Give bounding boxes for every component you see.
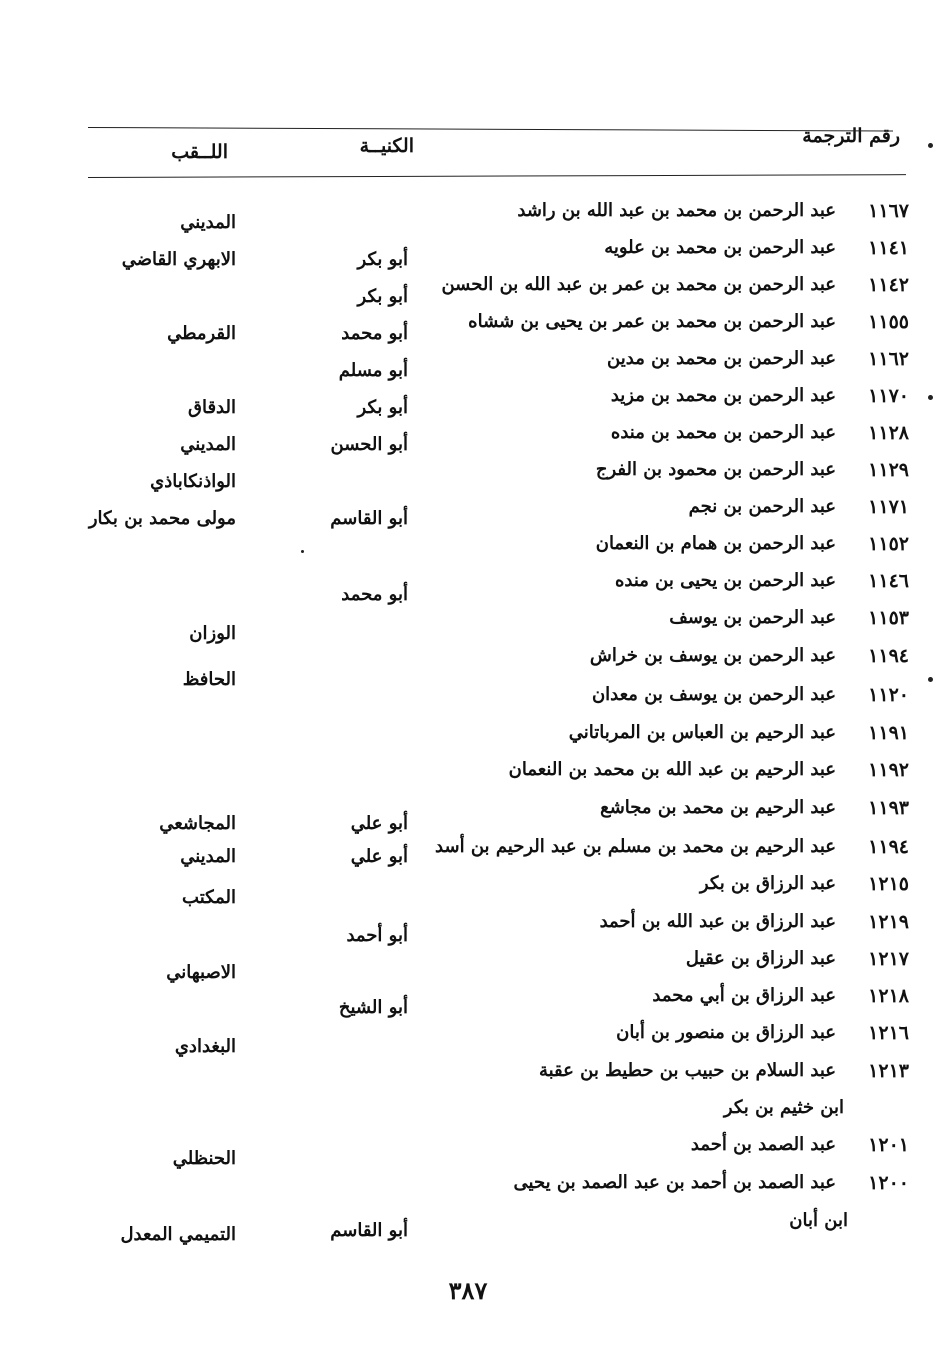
table-row <box>0 422 936 459</box>
entry-laqab: الحنظلي <box>172 1148 236 1169</box>
header-kunya-label: الكنيــة <box>359 135 414 157</box>
entry-laqab: القرمطي <box>167 323 236 344</box>
entry-number: ١١٦٧ <box>868 200 909 222</box>
table-row <box>0 948 936 985</box>
entry-name: عبد الرحمن بن محمد بن مدين <box>607 348 836 369</box>
entry-name: عبد الرزاق بن عبد الله بن أحمد <box>599 911 836 932</box>
entry-kunya: أبو بكر <box>357 286 408 307</box>
table-row <box>0 759 936 796</box>
entry-name: عبد الرحمن بن محمد بن عبد الله بن راشد <box>517 200 836 221</box>
margin-dot <box>928 143 933 148</box>
table-row <box>0 348 936 385</box>
entry-laqab: الحافظ <box>182 669 236 690</box>
entry-number: ١١٢٨ <box>868 422 909 444</box>
entry-name: عبد الرزاق بن عقيل <box>685 948 836 969</box>
table-row <box>0 200 936 237</box>
entry-laqab: الوزان <box>189 623 236 644</box>
entry-laqab: مولى محمد بن بكار <box>88 508 236 529</box>
entry-name: عبد الرحيم بن محمد بن مسلم بن عبد الرحيم بن أسد <box>435 836 836 857</box>
entry-name: عبد الرحمن بن محمد بن مزيد <box>610 385 836 406</box>
table-row <box>0 1210 936 1247</box>
entry-number: ١١٩٢ <box>868 759 909 781</box>
entry-number: ١١٥٥ <box>868 311 909 333</box>
entry-number: ١٢١٩ <box>868 911 909 933</box>
entry-kunya: أبو علي <box>350 813 408 834</box>
entry-laqab: المكتب <box>182 887 236 908</box>
entry-laqab: الواذنكاباذي <box>150 471 236 492</box>
margin-dot <box>301 550 304 553</box>
entry-kunya: أبو محمد <box>341 323 408 344</box>
entry-number: ١١٥٢ <box>868 533 909 555</box>
entry-number: ١١٧١ <box>868 496 909 518</box>
entry-number: ١١٤٢ <box>868 274 909 296</box>
entry-name: عبد الرحمن بن يوسف بن معدان <box>591 684 836 705</box>
entry-laqab: المجاشعي <box>159 813 236 834</box>
entry-name: ابن خثيم بن بكر <box>723 1097 844 1118</box>
entry-kunya: أبو الشيخ <box>338 997 408 1018</box>
header-bottom-rule <box>88 174 906 178</box>
entry-laqab: الاصبهاني <box>166 962 236 983</box>
entry-kunya: أبو محمد <box>341 584 408 605</box>
table-row <box>0 496 936 533</box>
entry-kunya: أبو علي <box>350 846 408 867</box>
entry-laqab: المديني <box>180 434 236 455</box>
entry-kunya: أبو أحمد <box>346 925 408 946</box>
entry-number: ١١٧٠ <box>868 385 909 407</box>
entry-kunya: أبو القاسم <box>330 1220 408 1241</box>
entry-name: عبد الرحمن بن يوسف بن خراش <box>589 645 836 666</box>
margin-dot <box>928 395 933 400</box>
table-row <box>0 1172 936 1209</box>
table-row <box>0 985 936 1022</box>
entry-name: عبد الرزاق بن منصور بن أبان <box>616 1022 836 1043</box>
table-row <box>0 797 936 834</box>
entry-number: ١٢٠٠ <box>868 1172 909 1194</box>
entry-number: ١١٩١ <box>868 722 909 744</box>
margin-dot <box>928 677 933 682</box>
entry-number: ١١٢٩ <box>868 459 909 481</box>
entry-name: عبد الرحيم بن محمد بن مجاشع <box>600 797 836 818</box>
entry-name: عبد الرزاق بن أبي محمد <box>652 985 836 1006</box>
entry-number: ١١٩٤ <box>868 645 909 667</box>
entry-number: ١١٩٤ <box>868 836 909 858</box>
table-row <box>0 684 936 721</box>
entry-number: ١٢٠١ <box>868 1134 909 1156</box>
entry-name: عبد الرحمن بن محمود بن الفرج <box>595 459 836 480</box>
entry-number: ١٢١٧ <box>868 948 909 970</box>
entry-name: عبد السلام بن حبيب بن حطيط بن عقبة <box>538 1060 836 1081</box>
entry-name: عبد الصمد بن أحمد <box>690 1134 836 1155</box>
entry-number: ١١٤٦ <box>868 570 909 592</box>
entry-laqab: المديني <box>180 846 236 867</box>
entry-number: ١٢١٥ <box>868 873 909 895</box>
header-number-label: رقم الترجمة <box>802 125 900 147</box>
entry-name: عبد الرحمن بن محمد بن عمر بن يحيى بن ششاه <box>468 311 836 332</box>
table-row <box>0 607 936 644</box>
entry-name: ابن أبان <box>789 1210 848 1231</box>
table-row <box>0 274 936 311</box>
table-row <box>0 1060 936 1097</box>
page-number: ٣٨٧ <box>448 1276 488 1305</box>
table-row <box>0 722 936 759</box>
header-top-rule <box>88 127 893 132</box>
entry-laqab: المديني <box>180 212 236 233</box>
entry-name: عبد الصمد بن أحمد بن عبد الصمد بن يحيى <box>513 1172 836 1193</box>
table-row <box>0 645 936 690</box>
entry-name: عبد الرحمن بن نجم <box>688 496 836 517</box>
table-row <box>0 836 936 873</box>
table-row <box>0 1022 936 1059</box>
entry-number: ١١٥٣ <box>868 607 909 629</box>
entry-number: ١٢١٨ <box>868 985 909 1007</box>
entry-laqab: التميمي المعدل <box>120 1224 236 1245</box>
entry-name: عبد الرحيم بن عبد الله بن محمد بن النعمان <box>508 759 836 780</box>
entry-laqab: البغدادي <box>174 1036 236 1057</box>
entry-name: عبد الرحمن بن محمد بن منده <box>610 422 836 443</box>
table-row <box>0 311 936 348</box>
table-row <box>0 911 936 948</box>
table-row <box>0 237 936 274</box>
table-row <box>0 1134 936 1171</box>
entry-number: ١٢١٦ <box>868 1022 909 1044</box>
entry-kunya: أبو مسلم <box>338 360 408 381</box>
table-row <box>0 459 936 496</box>
entry-number: ١٢١٣ <box>868 1060 909 1082</box>
entry-name: عبد الرحمن بن محمد بن علويه <box>604 237 836 258</box>
entry-name: عبد الرحمن بن همام بن النعمان <box>595 533 836 554</box>
entry-name: عبد الرحيم بن العباس بن المرباتاني <box>568 722 836 743</box>
entry-kunya: أبو الحسن <box>330 434 408 455</box>
entry-name: عبد الرحمن بن محمد بن عمر بن عبد الله بن الحسن <box>441 274 836 295</box>
entry-name: عبد الرزاق بن بكر <box>699 873 836 894</box>
table-row <box>0 385 936 422</box>
header-laqab-label: اللــقب <box>171 141 228 163</box>
entry-name: عبد الرحمن بن يوسف <box>669 607 836 628</box>
entry-kunya: أبو بكر <box>357 397 408 418</box>
table-row <box>0 1097 936 1134</box>
entry-number: ١١٩٣ <box>868 797 909 819</box>
entry-laqab: الدقاق <box>188 397 236 418</box>
table-row <box>0 873 936 910</box>
entry-name: عبد الرحمن بن يحيى بن منده <box>614 570 836 591</box>
table-row <box>0 570 936 607</box>
entry-laqab: الابهري القاضي <box>121 249 236 270</box>
entry-number: ١١٢٠ <box>868 684 909 706</box>
entry-number: ١١٦٢ <box>868 348 909 370</box>
entry-kunya: أبو بكر <box>357 249 408 270</box>
entry-number: ١١٤١ <box>868 237 909 259</box>
entry-kunya: أبو القاسم <box>330 508 408 529</box>
table-row <box>0 533 936 570</box>
